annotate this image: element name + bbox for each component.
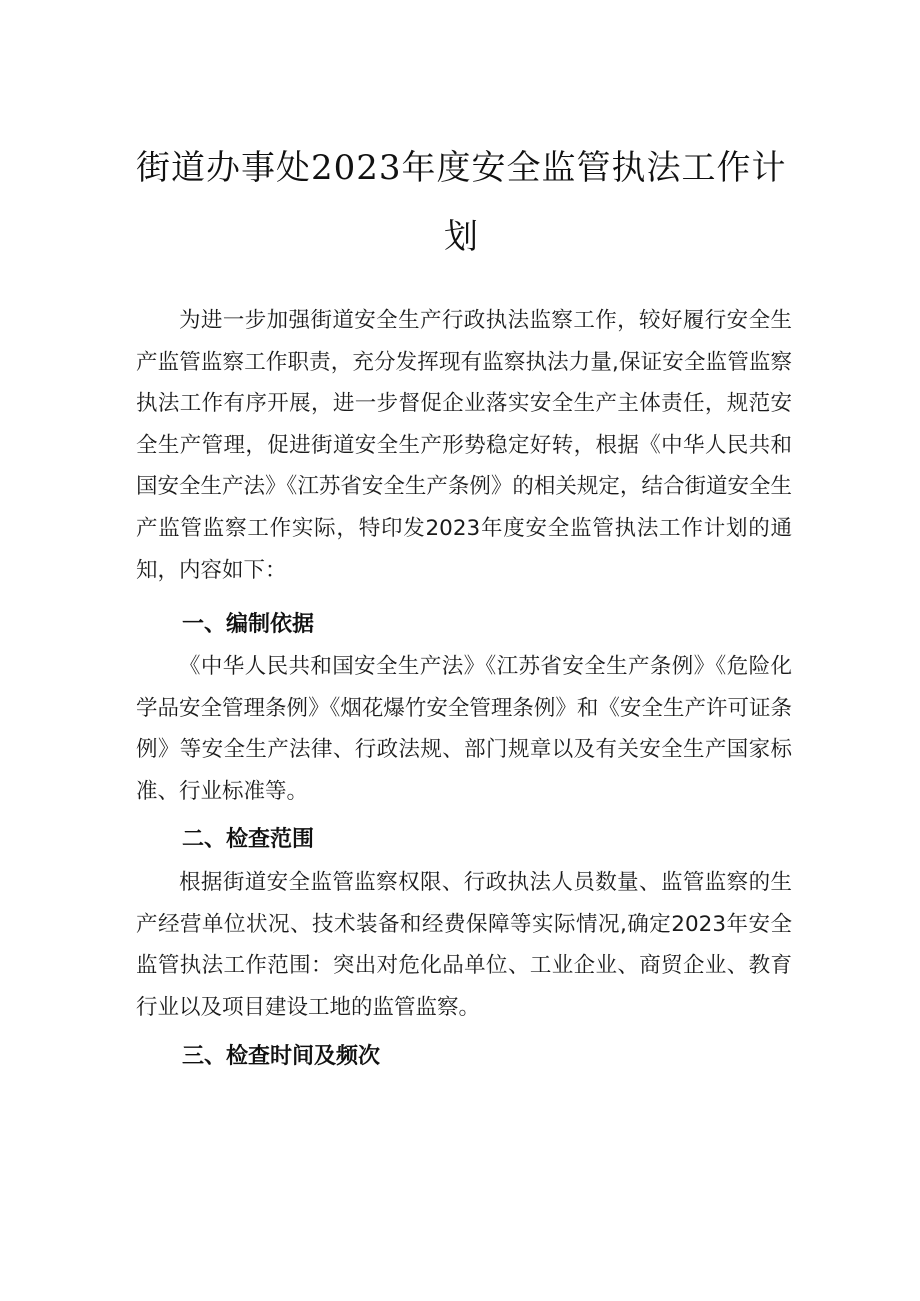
- intro-paragraph: 为进一步加强街道安全生产行政执法监察工作，较好履行安全生产监管监察工作职责，充分发挥现有监察执法力量,保证安全监管监察执法工作有序开展，进一步督促企业落实安全生产主体责任，规范安全生产管理，促进街道安全生产形势稳定好转，根据《中华人民共和国安全生产法》《江苏省安全生产条例》的相关规定，结合街道安全生产监管监察工作实际，特印发2023年度安全监管执法工作计划的通知，内容如下：: [136, 308, 792, 583]
- section-body-scope: 根据街道安全监管监察权限、行政执法人员数量、监管监察的生产经营单位状况、技术装备和经费保障等实际情况,确定2023年安全监管执法工作范围：突出对危化品单位、工业企业、商贸企业、教育行业以及项目建设工地的监管监察。: [136, 870, 792, 1020]
- section-heading-scope: 二、检查范围: [182, 827, 315, 852]
- document-title-line-2: 划: [444, 217, 479, 257]
- section-heading-basis: 一、编制依据: [182, 612, 315, 637]
- section-body-basis: 《中华人民共和国安全生产法》《江苏省安全生产条例》《危险化学品安全管理条例》《烟花爆竹安全管理条例》和《安全生产许可证条例》等安全生产法律、行政法规、部门规章以及有关安全生产国家标准、行业标准等。: [136, 654, 792, 804]
- document-title-line-1: 街道办事处2023年度安全监管执法工作计: [136, 148, 787, 188]
- section-heading-time-frequency: 三、检查时间及频次: [182, 1044, 381, 1069]
